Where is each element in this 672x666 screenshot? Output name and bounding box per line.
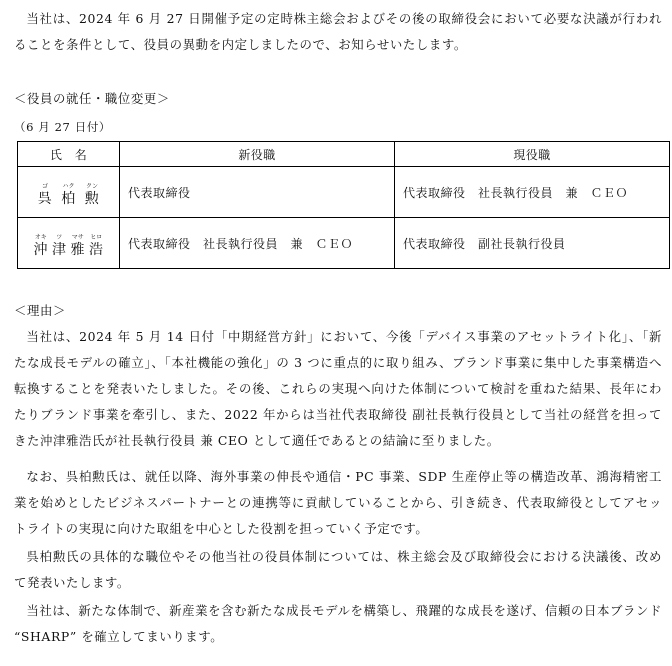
header-new-position: 新役職 bbox=[120, 142, 395, 167]
name-furigana: マサ bbox=[71, 234, 84, 241]
name-char bbox=[61, 183, 76, 207]
name-char bbox=[38, 183, 53, 207]
name-char bbox=[34, 234, 49, 258]
name-char bbox=[52, 234, 67, 258]
name-char bbox=[89, 234, 104, 258]
effective-date-note: （6 月 27 日付） bbox=[14, 120, 112, 134]
officer-change-table bbox=[17, 141, 670, 269]
name-furigana: ツ bbox=[56, 234, 63, 241]
table-row bbox=[18, 218, 670, 269]
header-name: 氏 名 bbox=[18, 142, 120, 167]
reason-paragraph: なお、呉柏勲氏は、就任以降、海外事業の伸長や通信・PC 事業、SDP 生産停止等の構造改革、鴻海精密工業を始めとしたビジネスパートナーとの連携等に貢献していることから、引き続き、代表取締役としてアセットライトの実現に向けた取組を中心とした役割を担っていく予定です。 bbox=[14, 469, 662, 536]
table-header-row bbox=[18, 142, 670, 167]
name-furigana: ハク bbox=[62, 183, 75, 190]
officer-change-heading: ＜役員の就任・職位変更＞ bbox=[14, 91, 170, 106]
new-position-cell: 代表取締役 社長執行役員 兼 ＣＥＯ bbox=[120, 218, 395, 269]
name-kanji: 柏 bbox=[61, 191, 76, 207]
name-furigana: ヒロ bbox=[90, 234, 103, 241]
name-char bbox=[85, 183, 100, 207]
new-position-cell: 代表取締役 bbox=[120, 167, 395, 218]
reason-paragraph: 当社は、2024 年 5 月 14 日付「中期経営方針」において、今後「デバイス事業のアセットライト化」、「新たな成長モデルの確立」、「本社機能の強化」の 3 つに重点的に取り組み、ブランド事業に集中した事業構造へ転換することを発表いたしました。その後、これらの実現へ向けた体制について検討を重ねた結果、長年にわたりブランド事業を牽引し、また、2022 年からは当社代表取締役 副社長執行役員として当社の経営を担ってきた沖津雅浩氏が社長執行役員 兼 CEO として適任であるとの結論に至りました。 bbox=[14, 329, 662, 448]
name-kanji: 呉 bbox=[37, 191, 53, 207]
intro-paragraph: 当社は、2024 年 6 月 27 日開催予定の定時株主総会およびその後の取締役会において必要な決議が行われることを条件として、役員の異動を内定しましたので、お知らせいたします。 bbox=[14, 11, 662, 52]
name-kanji: 浩 bbox=[89, 242, 104, 258]
officer-name-cell bbox=[18, 218, 120, 269]
current-position-cell: 代表取締役 副社長執行役員 bbox=[395, 218, 670, 269]
name-furigana: クン bbox=[85, 183, 98, 190]
name-kanji: 沖 bbox=[33, 242, 48, 258]
table-row bbox=[18, 167, 670, 218]
officer-name bbox=[34, 234, 104, 258]
name-kanji: 津 bbox=[52, 242, 67, 258]
officer-name bbox=[38, 183, 100, 207]
header-current-position: 現役職 bbox=[395, 142, 670, 167]
name-furigana: オキ bbox=[34, 234, 47, 241]
reason-paragraph: 当社は、新たな体制で、新産業を含む新たな成長モデルを構築し、飛躍的な成長を遂げ、信頼の日本ブランド “SHARP” を確立してまいります。 bbox=[14, 603, 662, 644]
name-char bbox=[71, 234, 86, 258]
reason-heading: ＜理由＞ bbox=[14, 303, 66, 318]
name-kanji: 勲 bbox=[84, 191, 100, 207]
reason-paragraph: 呉柏勲氏の具体的な職位やその他当社の役員体制については、株主総会及び取締役会における決議後、改めて発表いたします。 bbox=[14, 549, 662, 590]
name-kanji: 雅 bbox=[70, 242, 85, 258]
name-furigana: ゴ bbox=[41, 183, 48, 190]
current-position-cell: 代表取締役 社長執行役員 兼 ＣＥＯ bbox=[395, 167, 670, 218]
officer-name-cell bbox=[18, 167, 120, 218]
